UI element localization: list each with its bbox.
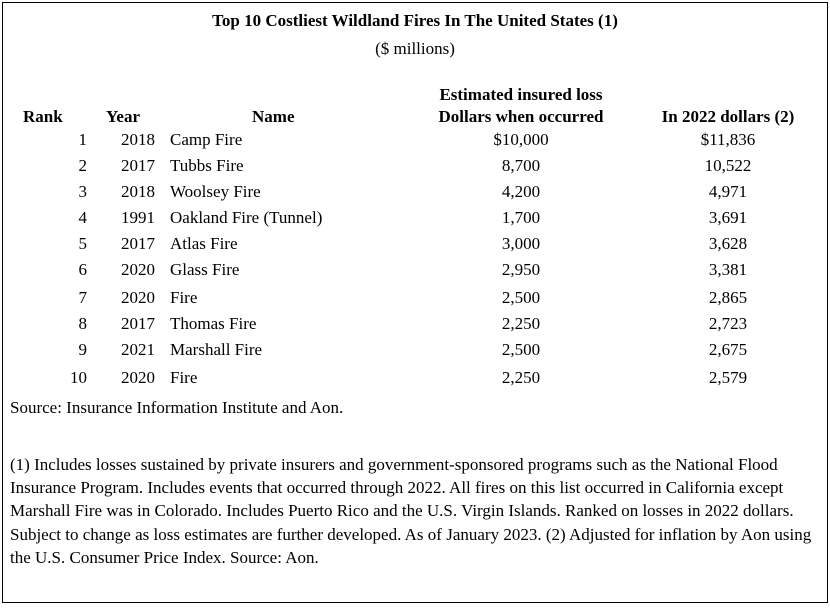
loss-2022-dollars-cell: 10,522 [704,156,752,175]
table-row [3,234,827,260]
rank-cell: 5 [78,234,87,253]
year-cell: 2017 [121,234,155,253]
table-row [3,208,827,234]
loss-when-occurred-cell: $10,000 [493,130,549,149]
header-year: Year [106,107,140,126]
loss-when-occurred-cell: 3,000 [501,234,541,253]
name-cell: Atlas Fire [170,234,238,253]
year-cell: 2017 [121,156,155,175]
year-cell: 1991 [121,208,155,227]
rank-cell: 8 [78,314,87,333]
year-cell: 2020 [121,288,155,307]
year-cell: 2017 [121,314,155,333]
loss-when-occurred-cell: 2,500 [501,340,541,359]
name-cell: Marshall Fire [170,340,263,359]
year-cell: 2020 [121,260,155,279]
name-cell: Fire [170,368,198,387]
table-row [3,368,827,394]
loss-when-occurred-cell: 1,700 [501,208,541,227]
table-row [3,288,827,314]
loss-when-occurred-cell: 2,250 [501,314,541,333]
year-cell: 2021 [121,340,155,359]
name-cell: Fire [170,288,198,307]
rank-cell: 2 [78,156,87,175]
loss-when-occurred-cell: 2,250 [501,368,541,387]
loss-2022-dollars-cell: 2,675 [708,340,748,359]
table-row [3,130,827,156]
loss-2022-dollars-cell: $11,836 [700,130,756,149]
rank-cell: 3 [78,182,87,201]
footnote: (1) Includes losses sustained by private insurers and government-sponsored programs such as the National Flood Insurance Program. Includes events that occurred through 2022. All fires on this list occurred in California except Marshall Fire was in Colorado. Includes Puerto Rico and the U.S. Virgin Islands. Ranked on losses in 2022 dollars. Subject to change as loss estimates are further developed. As of January 2023. (2) Adjusted for inflation by Aon using the U.S. Consumer Price Index. Source: Aon. [10,455,812,567]
name-cell: Camp Fire [170,130,243,149]
name-cell: Oakland Fire (Tunnel) [170,208,323,227]
loss-2022-dollars-cell: 2,865 [708,288,748,307]
table-row [3,156,827,182]
loss-when-occurred-cell: 2,950 [501,260,541,279]
header-estimated-line2: Dollars when occurred [438,107,604,126]
loss-when-occurred-cell: 2,500 [501,288,541,307]
rank-cell: 7 [78,288,87,307]
table-row [3,314,827,340]
loss-2022-dollars-cell: 3,628 [708,234,748,253]
table-row [3,182,827,208]
table-row [3,260,827,286]
loss-2022-dollars-cell: 3,691 [708,208,748,227]
year-cell: 2020 [121,368,155,387]
rank-cell: 10 [70,368,87,387]
year-cell: 2018 [121,182,155,201]
rank-cell: 9 [78,340,87,359]
header-estimated-line1: Estimated insured loss [439,85,603,104]
name-cell: Tubbs Fire [170,156,244,175]
loss-when-occurred-cell: 4,200 [501,182,541,201]
year-cell: 2018 [121,130,155,149]
loss-2022-dollars-cell: 4,971 [708,182,748,201]
header-2022-dollars: In 2022 dollars (2) [661,107,795,126]
loss-2022-dollars-cell: 3,381 [708,260,748,279]
rank-cell: 4 [78,208,87,227]
loss-2022-dollars-cell: 2,723 [708,314,748,333]
name-cell: Thomas Fire [170,314,257,333]
source-line: Source: Insurance Information Institute and Aon. [10,398,344,417]
name-cell: Woolsey Fire [170,182,261,201]
table-row [3,340,827,366]
table-title: Top 10 Costliest Wildland Fires In The United States (1) [212,11,618,30]
rank-cell: 1 [78,130,87,149]
header-rank: Rank [23,107,63,126]
header-name: Name [252,107,295,126]
rank-cell: 6 [78,260,87,279]
loss-when-occurred-cell: 8,700 [501,156,541,175]
loss-2022-dollars-cell: 2,579 [708,368,748,387]
document-page [2,2,828,603]
table-subtitle: ($ millions) [375,39,455,58]
name-cell: Glass Fire [170,260,240,279]
